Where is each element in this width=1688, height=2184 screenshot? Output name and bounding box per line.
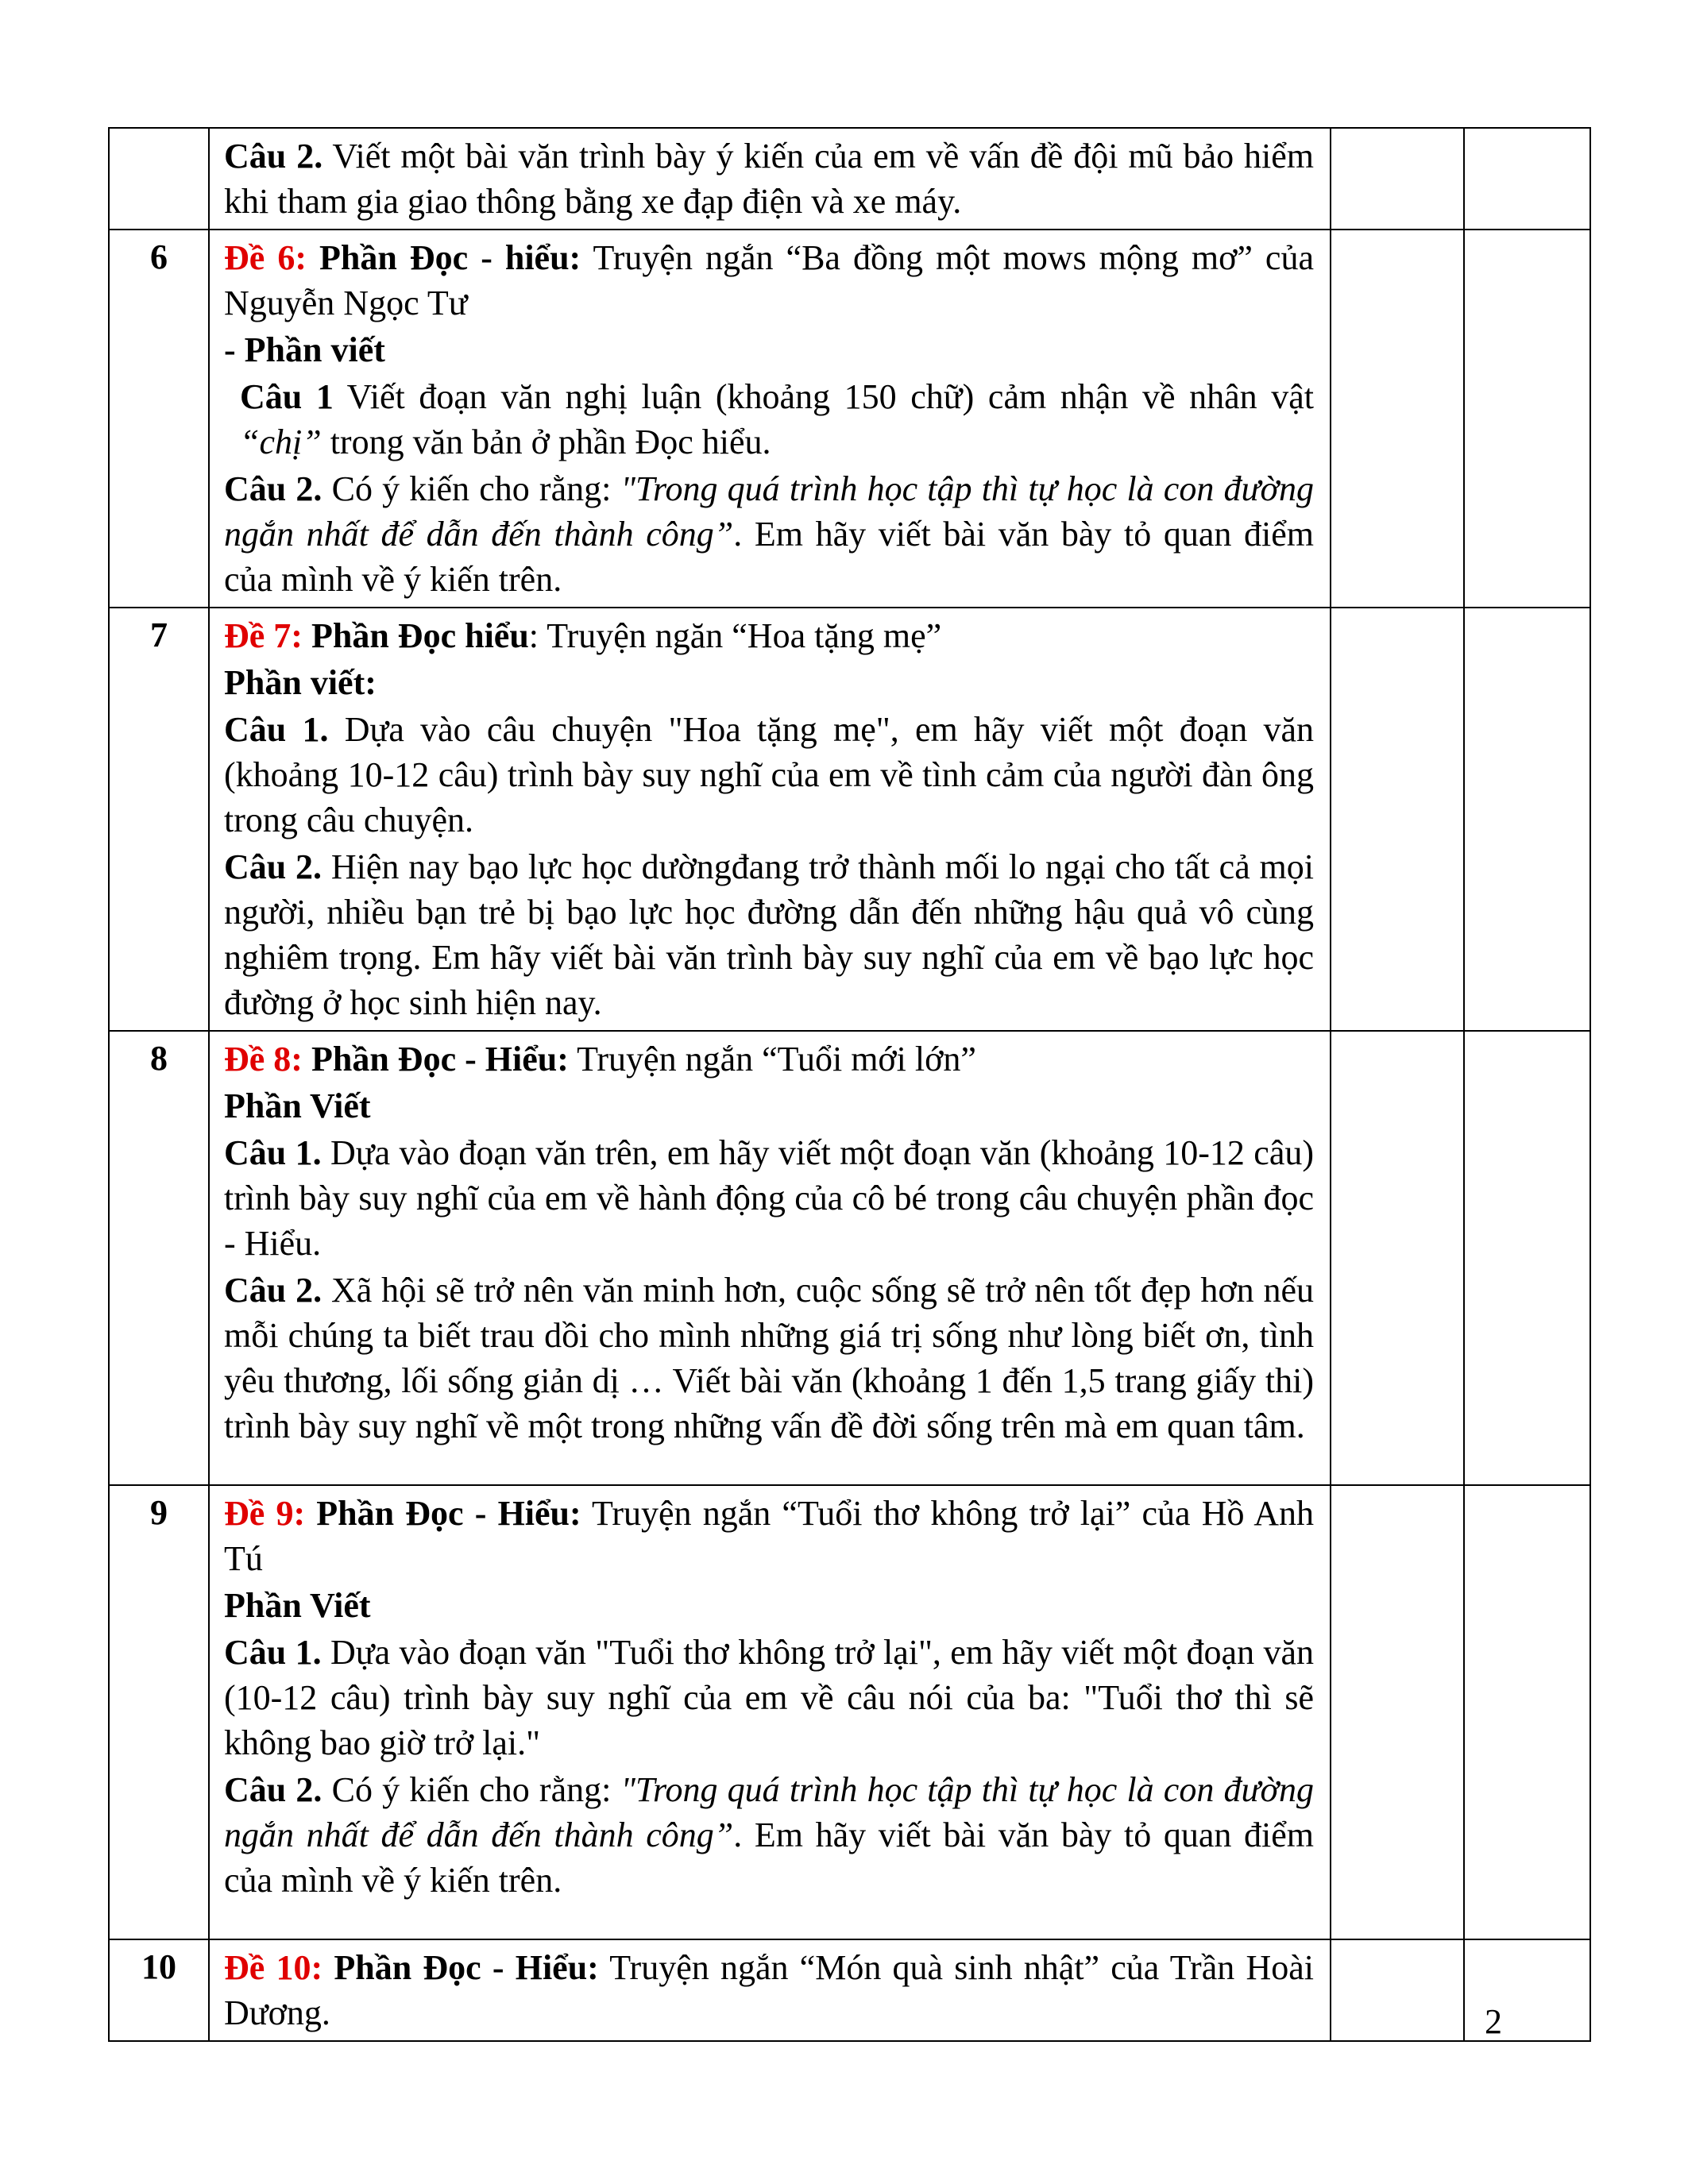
empty-cell [1464,1485,1590,1939]
topic-heading: Đề 8: Phần Đọc - Hiểu: Truyện ngắn “Tuổi mới lớn” [224,1040,976,1078]
empty-cell [1464,128,1590,230]
row-number: 7 [109,608,209,1031]
question-2: Câu 2. Viết một bài văn trình bày ý kiến của em về vấn đề đội mũ bảo hiểm khi tham gia giao thông bằng xe đạp điện và xe máy. [224,137,1315,221]
table-row [109,608,1590,1031]
writing-heading: Phần Viết [224,1586,371,1625]
table-row [109,230,1590,608]
row-number: 6 [109,230,209,608]
row-number [109,128,209,230]
empty-cell [1331,128,1464,230]
row-content [209,1939,1331,2041]
exam-topics-table [108,127,1591,2042]
topic-heading: Đề 10: Phần Đọc - Hiểu: Truyện ngắn “Món quà sinh nhật” của Trần Hoài Dương. [224,1948,1314,2032]
question-2: Câu 2. Hiện nay bạo lực học dườngđang trở thành mối lo ngại cho tất cả mọi người, nhiều bạn trẻ bị bạo lực học đường dẫn đến những hậu quả vô cùng nghiêm trọng. Em hãy viết bài văn trình bày suy nghĩ của em về bạo lực học đường ở học sinh hiện nay. [224,847,1314,1022]
empty-cell [1464,230,1590,608]
empty-cell [1331,608,1464,1031]
row-number: 10 [109,1939,209,2041]
empty-cell [1331,1031,1464,1485]
question-2: Câu 2. Xã hội sẽ trở nên văn minh hơn, cuộc sống sẽ trở nên tốt đẹp hơn nếu mỗi chúng ta biết trau dồi cho mình những giá trị sống như lòng biết ơn, tình yêu thương, lối sống giản dị … Viết bài văn (khoảng 1 đến 1,5 trang giấy thi) trình bày suy nghĩ về một trong những vấn đề đời sống trên mà em quan tâm. [224,1271,1315,1445]
empty-cell [1464,1031,1590,1485]
question-1: Câu 1. Dựa vào câu chuyện "Hoa tặng mẹ", em hãy viết một đoạn văn (khoảng 10-12 câu) trình bày suy nghĩ của em về tình cảm của người đàn ông trong câu chuyện. [224,710,1314,839]
question-1: Câu 1. Dựa vào đoạn văn trên, em hãy viết một đoạn văn (khoảng 10-12 câu) trình bày suy nghĩ của em về hành động của cô bé trong câu chuyện phần đọc - Hiểu. [224,1133,1314,1263]
empty-cell [1464,608,1590,1031]
page-number: 2 [1485,2002,1502,2041]
row-content [209,230,1331,608]
question-2: Câu 2. Có ý kiến cho rằng: "Trong quá trình học tập thì tự học là con đường ngắn nhất để dẫn đến thành công”. Em hãy viết bài văn bày tỏ quan điểm của mình về ý kiến trên. [224,1770,1315,1900]
row-content [209,608,1331,1031]
topic-heading: Đề 7: Phần Đọc hiểu: Truyện ngăn “Hoa tặng mẹ” [224,616,942,655]
row-number: 8 [109,1031,209,1485]
topic-heading: Đề 6: Phần Đọc - hiểu: Truyện ngắn “Ba đồng một mows mộng mơ” của Nguyễn Ngọc Tư [224,238,1314,322]
writing-heading: - Phần viết [224,330,385,369]
table-row [109,128,1590,230]
row-content [209,1485,1331,1939]
question-1: Câu 1 Viết đoạn văn nghị luận (khoảng 150 chữ) cảm nhận về nhân vật “chị” trong văn bản ở phần Đọc hiểu. [240,377,1314,461]
table-row [109,1939,1590,2041]
row-number: 9 [109,1485,209,1939]
empty-cell [1331,1485,1464,1939]
row-content [209,128,1331,230]
empty-cell [1331,1939,1464,2041]
table-row [109,1031,1590,1485]
row-content [209,1031,1331,1485]
writing-heading: Phần viết: [224,663,377,702]
topic-heading: Đề 9: Phần Đọc - Hiểu: Truyện ngắn “Tuổi thơ không trở lại” của Hồ Anh Tú [224,1494,1314,1578]
question-1: Câu 1. Dựa vào đoạn văn "Tuổi thơ không trở lại", em hãy viết một đoạn văn (10-12 câu) trình bày suy nghĩ của em về câu nói của ba: "Tuổi thơ thì sẽ không bao giờ trở lại." [224,1633,1314,1762]
writing-heading: Phần Viết [224,1086,371,1125]
empty-cell [1331,230,1464,608]
question-2: Câu 2. Có ý kiến cho rằng: "Trong quá trình học tập thì tự học là con đường ngắn nhất để dẫn đến thành công”. Em hãy viết bài văn bày tỏ quan điểm của mình về ý kiến trên. [224,469,1315,599]
table-row [109,1485,1590,1939]
